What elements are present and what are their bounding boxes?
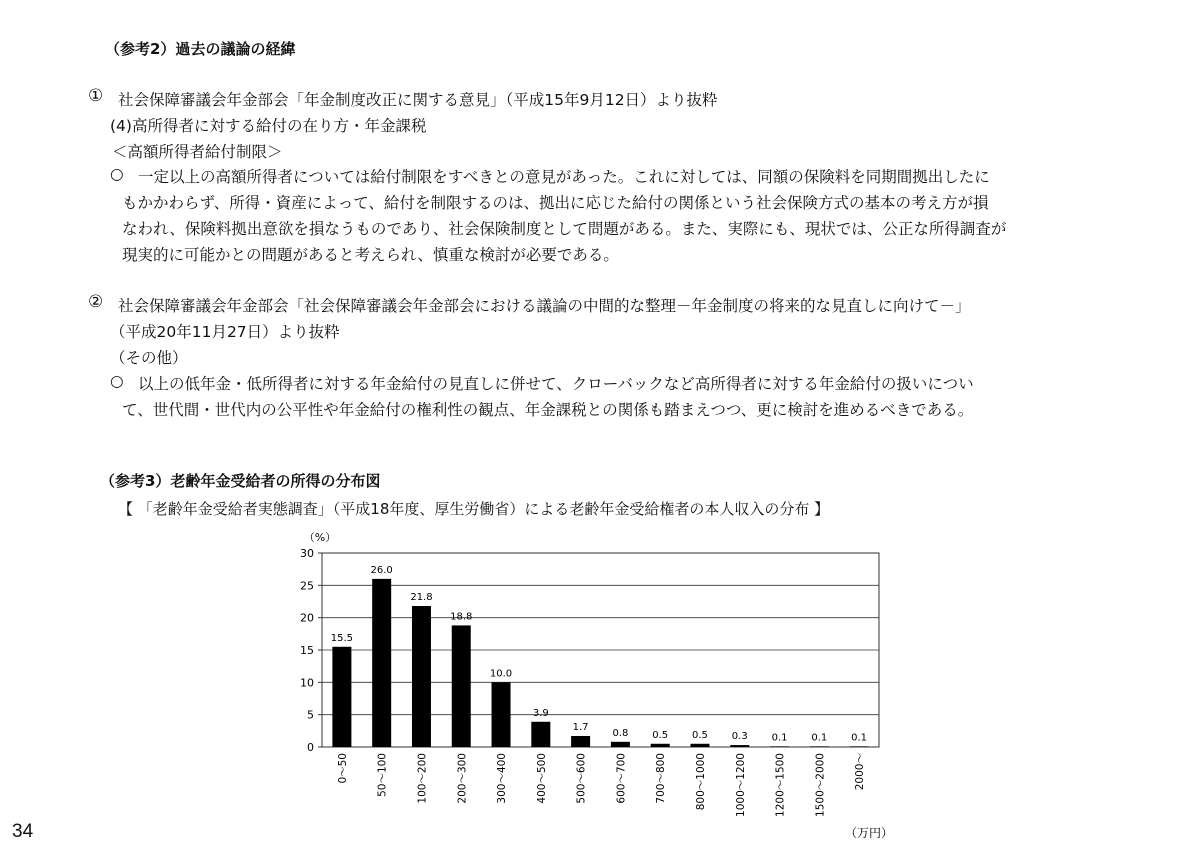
bar (850, 746, 869, 747)
item1-bracket-heading: ＜高額所得者給付制限＞ (112, 143, 283, 161)
item2-title: 社会保障審議会年金部会「社会保障審議会年金部会における議論の中間的な整理－年金制度の将来的な見直しに向けて－」 (118, 297, 971, 315)
bar-value-label: 15.5 (330, 632, 354, 644)
x-category-label: 400～500 (535, 753, 548, 804)
item1-title: 社会保障審議会年金部会「年金制度改正に関する意見」（平成15年9月12日）より抜粋 (118, 91, 718, 109)
bar (412, 606, 431, 747)
bar (571, 736, 590, 747)
item2-line-1: 以上の低年金・低所得者に対する年金給付の見直しに併せて、クローバックなど高所得者に対する年金給付の扱いについ (138, 375, 974, 393)
bar-value-label: 26.0 (370, 564, 393, 576)
bar (531, 722, 550, 747)
section2-heading: （参考2）過去の議論の経緯 (105, 40, 296, 58)
x-category-label: 800～1000 (694, 753, 707, 811)
x-category-label: 50～100 (376, 753, 389, 797)
x-category-label: 700～800 (655, 753, 668, 804)
y-tick-label: 10 (300, 676, 314, 690)
item1-line-3: なわれ、保険料拠出意欲を損なうものであり、社会保険制度として問題がある。また、実際にも、現状では、公正な所得調査が (122, 220, 1007, 238)
income-distribution-chart (280, 525, 900, 845)
bar (730, 745, 749, 747)
bar (332, 647, 351, 747)
bar-value-label: 0.1 (811, 732, 828, 744)
item1-marker: ① (88, 86, 104, 106)
x-category-label: 1200～1500 (774, 753, 787, 817)
bar (452, 625, 471, 747)
x-category-label: 200～300 (456, 753, 469, 804)
bar-value-label: 10.0 (489, 668, 513, 680)
bar-value-label: 3.9 (532, 707, 549, 719)
y-tick-label: 25 (300, 579, 314, 593)
x-category-label: 300～400 (496, 753, 509, 804)
bar-value-label: 0.1 (771, 732, 788, 744)
bar-value-label: 18.8 (450, 611, 473, 623)
bar (492, 682, 511, 747)
item2-bullet: ○ (110, 372, 124, 390)
y-tick-label: 20 (300, 611, 314, 625)
item1-subheading: (4)高所得者に対する給付の在り方・年金課税 (110, 117, 427, 135)
bar-value-label: 0.5 (692, 729, 708, 741)
page-number: 34 (12, 821, 34, 842)
y-tick-label: 5 (307, 708, 314, 722)
chart-subtitle: 【 「老齢年金受給者実態調査」（平成18年度、厚生労働省）による老齢年金受給権者の本人収入の分布 】 (118, 500, 830, 518)
x-category-label: 2000～ (854, 753, 867, 791)
bar (651, 744, 670, 747)
section3-heading: （参考3）老齢年金受給者の所得の分布図 (100, 472, 381, 490)
item2-marker: ② (88, 292, 104, 312)
y-tick-label: 15 (300, 644, 314, 657)
bar-value-label: 21.8 (410, 592, 433, 604)
bar (690, 744, 709, 747)
x-axis-unit-label: （万円） (845, 826, 894, 840)
item2-subheading: （その他） (110, 349, 188, 367)
bar-value-label: 0.1 (851, 732, 868, 744)
bar (770, 746, 789, 747)
bar-value-label: 0.5 (652, 729, 669, 741)
item2-line-2: て、世代間・世代内の公平性や年金給付の権利性の観点、年金課税との関係も踏まえつつ、更に検討を進めるべきである。 (122, 401, 974, 419)
y-axis-label: （%） (303, 531, 337, 544)
bar-value-label: 0.3 (731, 731, 748, 743)
y-tick-label: 0 (307, 741, 314, 754)
item1-bullet: ○ (110, 165, 124, 183)
bar (611, 742, 630, 747)
item1-line-4: 現実的に可能かとの問題があると考えられ、慎重な検討が必要である。 (122, 246, 619, 264)
item2-date: （平成20年11月27日）より抜粋 (110, 323, 340, 341)
x-category-label: 1500～2000 (814, 753, 827, 817)
bar-value-label: 0.8 (612, 727, 629, 739)
bar (810, 746, 829, 747)
y-tick-label: 30 (300, 547, 314, 560)
bar-value-label: 1.7 (572, 722, 589, 734)
x-category-label: 500～600 (575, 753, 588, 804)
x-category-label: 100～200 (416, 753, 429, 804)
x-category-label: 1000～1200 (734, 753, 747, 817)
x-category-label: 600～700 (615, 753, 628, 804)
item1-line-2: もかかわらず、所得・資産によって、給付を制限するのは、拠出に応じた給付の関係という社会保険方式の基本の考え方が損 (122, 194, 989, 212)
bar (372, 579, 391, 747)
x-category-label: 0～50 (336, 753, 349, 784)
item1-line-1: 一定以上の高額所得者については給付制限をすべきとの意見があった。これに対しては、同額の保険料を同期間拠出したに (138, 168, 990, 186)
